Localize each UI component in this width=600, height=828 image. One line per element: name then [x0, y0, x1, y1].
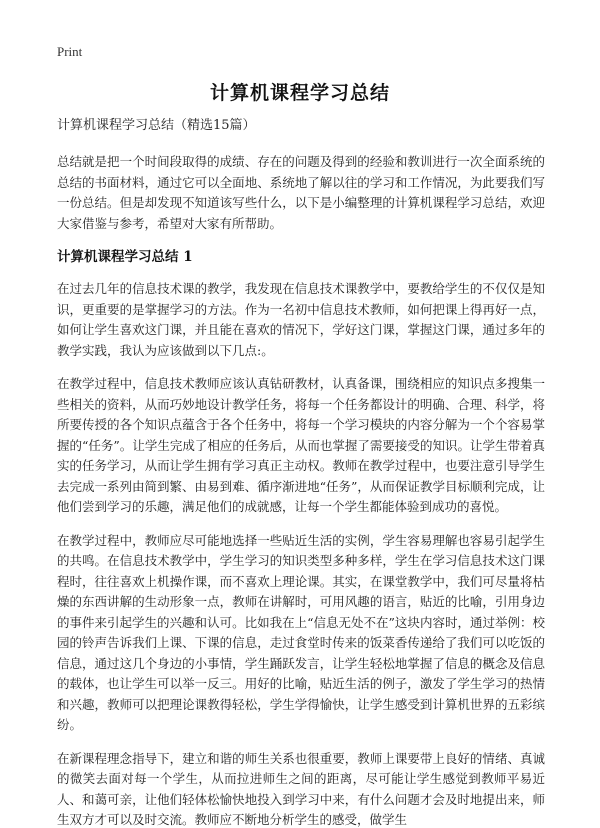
document-body	[57, 116, 545, 828]
body-paragraph-4: 在新课程理念指导下，建立和谐的师生关系也很重要，教师上课要带上良好的情绪、真诚的微笑去面对每一个学生，从而拉进师生之间的距离，尽可能让学生感觉到教师平易近人、和蔼可亲，让他们轻体松愉快地投入到学习中来，有什么问题才会及时地提出来，师生双方才可以及时交流。教师应不断地分析学生的感受，做学生	[57, 750, 545, 827]
intro-paragraph: 总结就是把一个时间段取得的成绩、存在的问题及得到的经验和教训进行一次全面系统的总结的书面材料，通过它可以全面地、系统地了解以往的学习和工作情况，为此要我们写一份总结。但是却发现不知道该写些什么，以下是小编整理的计算机课程学习总结，欢迎大家借鉴与参考，希望对大家有所帮助。	[57, 154, 545, 231]
body-paragraph-3: 在教学过程中，教师应尽可能地选择一些贴近生活的实例，学生容易理解也容易引起学生的共鸣。在信息技术教学中，学生学习的知识类型多种多样，学生在学习信息技术这门课程时，往往喜欢上机操作课，而不喜欢上理论课。其实，在课堂教学中，我们可尽量将枯燥的东西讲解的生动形象一点，教师在讲解时，可用风趣的语言，贴近的比喻，引用身边的事件来引起学生的兴趣和认可。比如我在上“信息无处不在”这块内容时，通过举例：校园的铃声告诉我们上课、下课的信息，走过食堂时传来的饭菜香传递给了我们可以吃饭的信息，通过这几个身边的小事情，学生踊跃发言，让学生轻松地掌握了信息的概念及信息的载体，也让学生可以举一反三。用好的比喻，贴近生活的例子，激发了学生学习的热情和兴趣，教师可以把理论课教得轻松，学生学得愉快，让学生感受到计算机世界的五彩缤纷。	[57, 532, 545, 732]
print-link[interactable]: Print	[57, 44, 83, 59]
body-paragraph-1: 在过去几年的信息技术课的教学，我发现在信息技术课教学中，要教给学生的不仅仅是知识，更重要的是掌握学习的方法。作为一名初中信息技术教师，如何把课上得再好一点，如何让学生喜欢这门课，并且能在喜欢的情况下，学好这门课，掌握这门课，通过多年的教学实践，我认为应该做到以下几点:。	[57, 281, 545, 358]
section-heading: 计算机课程学习总结 1	[57, 249, 193, 265]
document-title: 计算机课程学习总结	[209, 82, 390, 104]
body-paragraph-2: 在教学过程中，信息技术教师应该认真钻研教材，认真备课，围绕相应的知识点多搜集一些相关的资料，从而巧妙地设计教学任务，将每一个任务都设计的明确、合理、科学，将所要传授的各个知识点蕴含于各个任务中，将每一个学习模块的内容分解为一个个容易掌握的“任务”。让学生完成了相应的任务后，从而也掌握了需要接受的知识。让学生带着真实的任务学习，从而让学生拥有学习真正主动权。教师在教学过程中，也要注意引导学生去完成一系列由简到繁、由易到难、循序渐进地“任务”，从而保证教学目标顺利完成，让他们尝到学习的乐趣，满足他们的成就感，让每一个学生都能体验到成功的喜悦。	[57, 376, 545, 514]
document-subtitle: 计算机课程学习总结（精选15篇）	[57, 118, 256, 133]
